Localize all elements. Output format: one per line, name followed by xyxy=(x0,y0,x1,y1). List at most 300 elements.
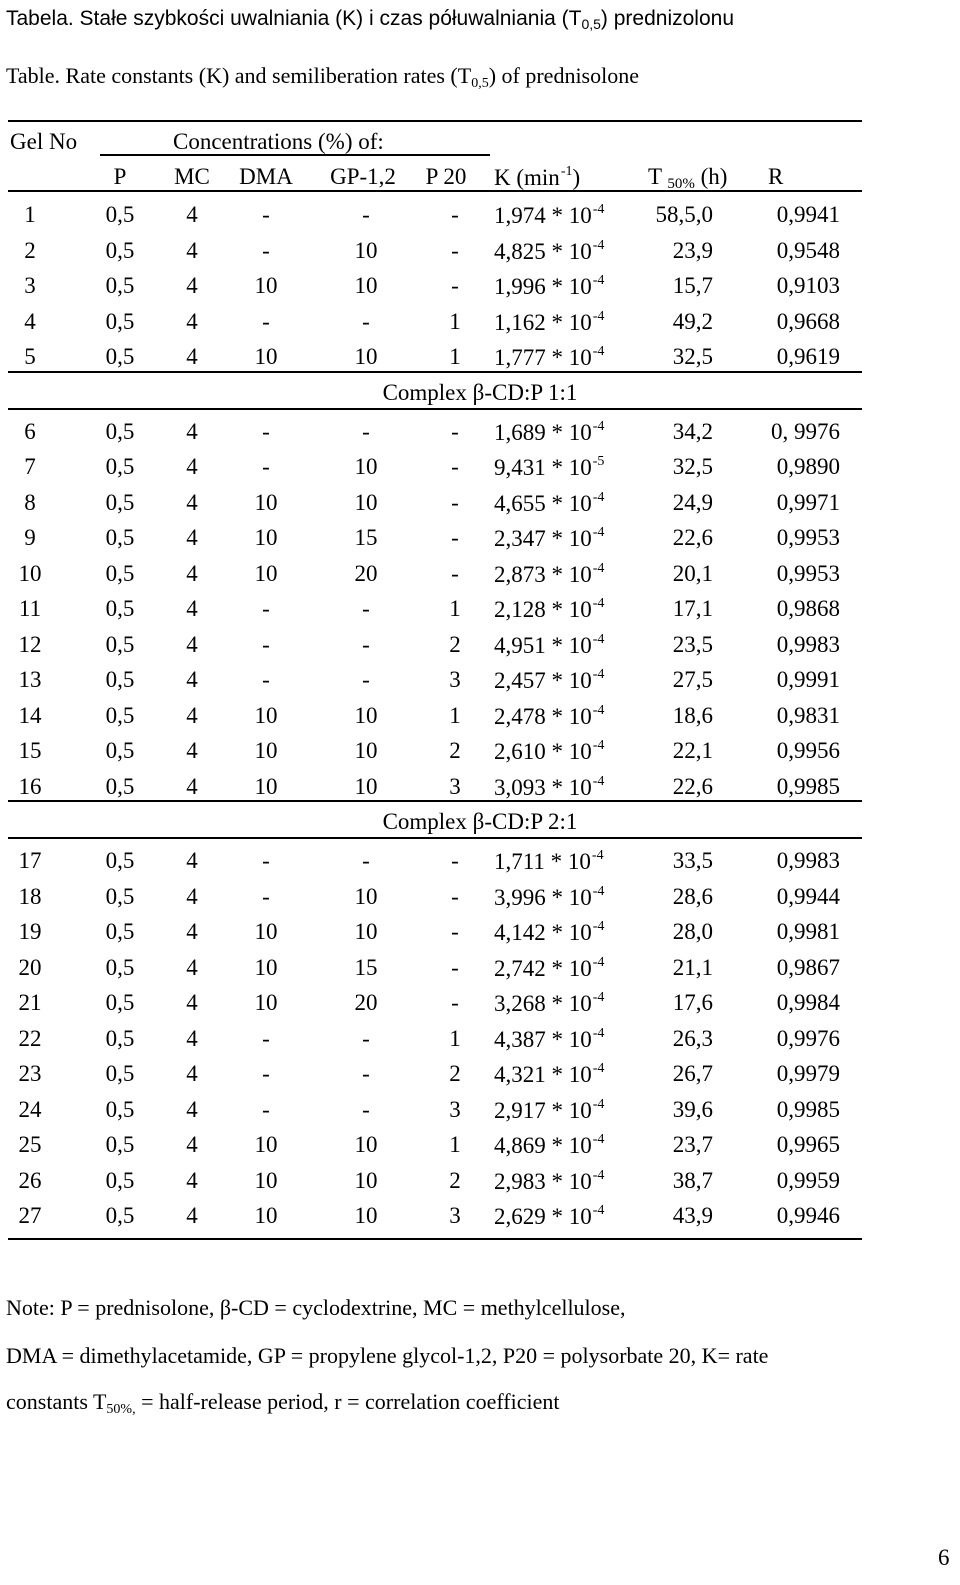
cell-mc: 4 xyxy=(186,418,198,444)
cell-no: 9 xyxy=(24,525,36,550)
cell-r: 0,9983 xyxy=(776,631,840,657)
cell-k-prefix: * 10 xyxy=(551,991,592,1016)
cell-t50: 15,7 xyxy=(672,273,713,298)
cell-mc: 4 xyxy=(186,1167,198,1193)
cell-k-exponent: -4 xyxy=(592,560,605,576)
cell-p20: 3 xyxy=(449,773,461,799)
cell-no: 26 xyxy=(18,1167,42,1193)
cell-p: 0,5 xyxy=(105,702,135,728)
cell-p: 0,5 xyxy=(105,667,135,692)
header-t50 xyxy=(648,165,727,192)
cell-dma: - xyxy=(262,418,270,444)
cell-k xyxy=(494,739,604,763)
cell-p: 0,5 xyxy=(105,454,135,479)
cell-p20: 1 xyxy=(449,1132,461,1157)
cell-t50: 22,1 xyxy=(672,738,713,763)
cell-no: 19 xyxy=(18,919,42,944)
cell-p20: - xyxy=(451,525,459,550)
cell-k-prefix: * 10 xyxy=(551,561,592,587)
cell-mc: 4 xyxy=(186,1025,198,1051)
table-top-rule xyxy=(8,120,862,122)
cell-no: 16 xyxy=(18,773,42,799)
cell-no: 15 xyxy=(18,738,42,763)
cell-k-mantissa: 4,825 xyxy=(494,238,546,264)
cell-k xyxy=(494,345,604,369)
cell-k xyxy=(494,775,604,799)
cell-dma: 10 xyxy=(254,525,278,550)
cell-p20: - xyxy=(451,883,459,909)
cell-gp: - xyxy=(362,1096,370,1122)
cell-k-exponent: -4 xyxy=(592,702,605,718)
cell-k-mantissa: 2,983 xyxy=(494,1168,546,1194)
cell-k xyxy=(494,1062,604,1086)
cell-k-mantissa: 3,268 xyxy=(494,991,546,1016)
cell-r: 0,9619 xyxy=(776,344,840,369)
cell-mc: 4 xyxy=(186,848,198,873)
cell-no: 27 xyxy=(18,1203,42,1228)
cell-k-prefix: * 10 xyxy=(551,309,592,335)
cell-mc: 4 xyxy=(186,919,198,944)
cell-mc: 4 xyxy=(186,489,198,515)
cell-gp: 20 xyxy=(354,560,378,586)
cell-p20: 3 xyxy=(449,667,461,692)
cell-k-exponent: -4 xyxy=(592,1203,605,1218)
header-t-label: T xyxy=(648,164,662,189)
cell-mc: 4 xyxy=(186,454,198,479)
cell-p: 0,5 xyxy=(105,273,135,298)
cell-gp: 10 xyxy=(354,454,378,479)
cell-t50: 43,9 xyxy=(672,1203,713,1228)
cell-k-prefix: * 10 xyxy=(551,739,592,764)
cell-k-prefix: * 10 xyxy=(551,419,592,445)
section-bottom-rule xyxy=(8,837,862,839)
cell-gp: - xyxy=(362,308,370,334)
cell-p: 0,5 xyxy=(105,990,135,1015)
cell-p: 0,5 xyxy=(105,202,135,227)
cell-no: 18 xyxy=(18,883,42,909)
cell-p: 0,5 xyxy=(105,954,135,980)
cell-p20: 1 xyxy=(449,1025,461,1051)
cell-gp: 10 xyxy=(354,883,378,909)
cell-gp: 10 xyxy=(354,237,378,263)
cell-dma: 10 xyxy=(254,990,278,1015)
cell-no: 14 xyxy=(18,702,42,728)
cell-p: 0,5 xyxy=(105,596,135,621)
cell-no: 8 xyxy=(24,489,36,515)
cell-p20: 1 xyxy=(449,308,461,334)
cell-k-mantissa: 4,655 xyxy=(494,490,546,516)
cell-gp: 10 xyxy=(354,919,378,944)
cell-k-prefix: * 10 xyxy=(551,703,592,729)
cell-no: 25 xyxy=(18,1132,42,1157)
note-line-3-b: = half-release period, r = correlation coefficient xyxy=(135,1389,560,1414)
cell-dma: 10 xyxy=(254,738,278,763)
cell-dma: - xyxy=(262,596,270,621)
cell-p20: - xyxy=(451,990,459,1015)
cell-k-mantissa: 2,873 xyxy=(494,561,546,587)
cell-dma: 10 xyxy=(254,702,278,728)
cell-k-mantissa: 4,321 xyxy=(494,1062,546,1087)
cell-dma: - xyxy=(262,1096,270,1122)
cell-gp: 15 xyxy=(354,954,378,980)
cell-no: 13 xyxy=(18,667,42,692)
cell-k-prefix: * 10 xyxy=(551,526,592,551)
cell-p: 0,5 xyxy=(105,344,135,369)
cell-p: 0,5 xyxy=(105,1061,135,1086)
cell-dma: 10 xyxy=(254,489,278,515)
cell-p20: - xyxy=(451,418,459,444)
caption-english xyxy=(6,65,639,91)
cell-p20: - xyxy=(451,848,459,873)
cell-dma: 10 xyxy=(254,560,278,586)
cell-k-mantissa: 2,610 xyxy=(494,739,546,764)
cell-gp: 15 xyxy=(354,525,378,550)
cell-k-exponent: -4 xyxy=(592,418,605,434)
cell-dma: - xyxy=(262,1061,270,1086)
cell-k-prefix: * 10 xyxy=(550,849,591,874)
cell-k xyxy=(494,885,604,909)
cell-gp: - xyxy=(362,418,370,444)
cell-t50: 32,5 xyxy=(672,344,713,369)
cell-no: 6 xyxy=(24,418,36,444)
cell-k-exponent: -4 xyxy=(592,202,605,217)
section-title: Complex β-CD:P 2:1 xyxy=(382,809,578,834)
section-top-rule xyxy=(8,371,862,373)
cell-p: 0,5 xyxy=(105,1096,135,1122)
cell-mc: 4 xyxy=(186,738,198,763)
cell-no: 23 xyxy=(18,1061,42,1086)
cell-k-prefix: * 10 xyxy=(551,774,592,800)
cell-p: 0,5 xyxy=(105,489,135,515)
cell-k-exponent: -4 xyxy=(592,1096,605,1112)
cell-k-prefix: * 10 xyxy=(551,632,592,658)
cell-mc: 4 xyxy=(186,308,198,334)
caption-english-tail: ) of prednisolone xyxy=(488,63,639,88)
cell-no: 3 xyxy=(24,273,36,298)
cell-no: 1 xyxy=(24,202,36,227)
cell-r: 0,9831 xyxy=(776,702,840,728)
cell-p: 0,5 xyxy=(105,1025,135,1051)
cell-k-mantissa: 2,457 xyxy=(494,668,546,693)
cell-mc: 4 xyxy=(186,1061,198,1086)
cell-k-exponent: -4 xyxy=(592,990,605,1005)
header-p: P xyxy=(113,164,127,189)
note-line-3-subscript: 50%, xyxy=(106,1402,136,1417)
cell-no: 10 xyxy=(18,560,42,586)
cell-p20: - xyxy=(451,489,459,515)
cell-k-exponent: -4 xyxy=(592,596,605,611)
cell-k-mantissa: 2,128 xyxy=(494,597,546,622)
cell-p20: - xyxy=(451,560,459,586)
cell-t50: 22,6 xyxy=(672,773,713,799)
cell-t50: 26,7 xyxy=(672,1061,713,1086)
cell-k-mantissa: 4,387 xyxy=(494,1026,546,1052)
cell-dma: 10 xyxy=(254,1167,278,1193)
cell-p20: - xyxy=(451,919,459,944)
cell-gp: 10 xyxy=(354,773,378,799)
cell-dma: 10 xyxy=(254,273,278,298)
cell-mc: 4 xyxy=(186,990,198,1015)
cell-dma: 10 xyxy=(254,954,278,980)
cell-r: 0,9890 xyxy=(776,454,840,479)
cell-t50: 32,5 xyxy=(672,454,713,479)
cell-t50: 28,0 xyxy=(672,919,713,944)
cell-k xyxy=(494,1098,604,1122)
cell-no: 4 xyxy=(24,308,36,334)
header-k-label: K (min xyxy=(494,165,560,190)
cell-t50: 17,6 xyxy=(672,990,713,1015)
cell-t50: 21,1 xyxy=(672,954,713,980)
cell-r: 0,9971 xyxy=(776,489,840,515)
cell-p20: - xyxy=(451,237,459,263)
cell-k-prefix: * 10 xyxy=(551,203,592,228)
caption-english-text: Table. Rate constants (K) and semiliberation rates (T xyxy=(6,63,472,88)
cell-k-mantissa: 2,478 xyxy=(494,703,546,729)
cell-k xyxy=(494,1133,604,1157)
cell-k-prefix: * 10 xyxy=(551,490,592,516)
cell-p20: 1 xyxy=(449,702,461,728)
cell-r: 0,9953 xyxy=(776,525,840,550)
cell-p: 0,5 xyxy=(105,560,135,586)
cell-t50: 33,5 xyxy=(672,848,713,873)
cell-t50: 20,1 xyxy=(672,560,713,586)
cell-mc: 4 xyxy=(186,1203,198,1228)
cell-gp: - xyxy=(362,202,370,227)
cell-r: 0,9976 xyxy=(776,1025,840,1051)
cell-no: 17 xyxy=(18,848,42,873)
cell-k-prefix: * 10 xyxy=(551,345,592,370)
cell-k xyxy=(494,849,604,873)
cell-mc: 4 xyxy=(186,1132,198,1157)
cell-gp: 10 xyxy=(354,344,378,369)
cell-gp: 10 xyxy=(354,273,378,298)
header-mc: MC xyxy=(174,164,210,189)
cell-gp: - xyxy=(362,667,370,692)
cell-k-prefix: * 10 xyxy=(551,884,592,910)
cell-r: 0,9985 xyxy=(776,1096,840,1122)
cell-mc: 4 xyxy=(186,273,198,298)
cell-dma: - xyxy=(262,848,270,873)
cell-k-mantissa: 1,974 xyxy=(494,203,546,228)
cell-p20: - xyxy=(451,273,459,298)
cell-r: 0,9981 xyxy=(776,919,840,944)
cell-k-exponent: -4 xyxy=(592,237,605,253)
cell-r: 0,9953 xyxy=(776,560,840,586)
cell-t50: 23,5 xyxy=(672,631,713,657)
cell-t50: 28,6 xyxy=(672,883,713,909)
cell-gp: 10 xyxy=(354,702,378,728)
cell-gp: 10 xyxy=(354,1132,378,1157)
cell-k xyxy=(494,1027,604,1051)
cell-k-mantissa: 1,777 xyxy=(494,345,546,370)
cell-k xyxy=(494,455,604,479)
cell-r: 0,9548 xyxy=(776,237,840,263)
cell-k xyxy=(494,526,604,550)
cell-mc: 4 xyxy=(186,702,198,728)
cell-dma: - xyxy=(262,237,270,263)
cell-p20: 3 xyxy=(449,1203,461,1228)
cell-k xyxy=(494,991,604,1015)
cell-k-prefix: * 10 xyxy=(551,920,592,945)
cell-k xyxy=(494,310,604,334)
cell-mc: 4 xyxy=(186,773,198,799)
cell-r: 0,9868 xyxy=(776,596,840,621)
cell-k-exponent: -5 xyxy=(592,454,605,469)
cell-p20: 1 xyxy=(449,344,461,369)
cell-t50: 17,1 xyxy=(672,596,713,621)
cell-k xyxy=(494,633,604,657)
header-concentrations: Concentrations (%) of: xyxy=(173,129,384,154)
cell-dma: - xyxy=(262,1025,270,1051)
cell-p20: - xyxy=(451,954,459,980)
note-line-3 xyxy=(6,1391,559,1417)
cell-k-exponent: -4 xyxy=(592,1167,605,1183)
cell-k-prefix: * 10 xyxy=(551,1168,592,1194)
cell-r: 0,9985 xyxy=(776,773,840,799)
cell-k-exponent: -4 xyxy=(592,631,605,647)
cell-no: 21 xyxy=(18,990,42,1015)
cell-p20: 2 xyxy=(449,631,461,657)
cell-p20: 2 xyxy=(449,1061,461,1086)
cell-p: 0,5 xyxy=(105,418,135,444)
cell-p: 0,5 xyxy=(105,1132,135,1157)
cell-k-exponent: -4 xyxy=(592,773,605,789)
cell-k xyxy=(494,704,604,728)
cell-k-exponent: -4 xyxy=(592,525,605,540)
caption-polish-tail: ) prednizolonu xyxy=(600,7,735,30)
cell-r: 0,9103 xyxy=(776,273,840,298)
cell-dma: 10 xyxy=(254,1132,278,1157)
header-t-unit: (h) xyxy=(700,164,728,189)
cell-k-mantissa: 2,347 xyxy=(494,526,546,551)
table-bottom-rule xyxy=(8,1238,862,1240)
cell-p: 0,5 xyxy=(105,919,135,944)
cell-gp: - xyxy=(362,848,370,873)
cell-r: 0,9946 xyxy=(776,1203,840,1228)
cell-k-prefix: * 10 xyxy=(551,668,592,693)
cell-gp: - xyxy=(362,596,370,621)
cell-no: 11 xyxy=(18,596,42,621)
cell-t50: 58,5,0 xyxy=(655,202,713,227)
cell-k-mantissa: 2,629 xyxy=(494,1204,546,1229)
cell-r: 0, 9976 xyxy=(771,418,840,444)
cell-k-exponent: -4 xyxy=(592,738,605,753)
cell-k xyxy=(494,239,604,263)
cell-k xyxy=(494,597,604,621)
cell-gp: 10 xyxy=(354,489,378,515)
cell-gp: - xyxy=(362,1025,370,1051)
cell-t50: 39,6 xyxy=(672,1096,713,1122)
cell-no: 20 xyxy=(18,954,42,980)
cell-mc: 4 xyxy=(186,631,198,657)
cell-t50: 38,7 xyxy=(672,1167,713,1193)
cell-dma: 10 xyxy=(254,344,278,369)
cell-mc: 4 xyxy=(186,954,198,980)
cell-gp: - xyxy=(362,631,370,657)
cell-mc: 4 xyxy=(186,560,198,586)
cell-no: 2 xyxy=(24,237,36,263)
header-k-close: ) xyxy=(572,165,581,190)
cell-k xyxy=(494,1204,604,1228)
cell-t50: 23,7 xyxy=(672,1132,713,1157)
cell-k-prefix: * 10 xyxy=(551,1026,592,1052)
cell-dma: - xyxy=(262,454,270,479)
cell-k-exponent: -4 xyxy=(591,848,604,863)
cell-k xyxy=(494,274,604,298)
cell-k-exponent: -4 xyxy=(592,489,605,505)
cell-mc: 4 xyxy=(186,237,198,263)
header-t-subscript: 50% xyxy=(667,176,695,192)
cell-p: 0,5 xyxy=(105,738,135,763)
caption-polish xyxy=(6,8,734,31)
note-line-1: Note: P = prednisolone, β-CD = cyclodextrine, MC = methylcellulose, xyxy=(6,1295,626,1320)
cell-p20: - xyxy=(451,454,459,479)
cell-p: 0,5 xyxy=(105,848,135,873)
note-line-2: DMA = dimethylacetamide, GP = propylene glycol-1,2, P20 = polysorbate 20, K= rate xyxy=(6,1343,769,1368)
cell-gp: - xyxy=(362,1061,370,1086)
cell-p: 0,5 xyxy=(105,308,135,334)
cell-mc: 4 xyxy=(186,344,198,369)
cell-dma: 10 xyxy=(254,773,278,799)
cell-p20: - xyxy=(451,202,459,227)
cell-mc: 4 xyxy=(186,596,198,621)
cell-mc: 4 xyxy=(186,202,198,227)
header-k-superscript: -1 xyxy=(560,164,573,179)
cell-k-prefix: * 10 xyxy=(551,597,592,622)
cell-dma: - xyxy=(262,631,270,657)
cell-dma: - xyxy=(262,202,270,227)
caption-polish-subscript: 0,5 xyxy=(581,16,601,32)
cell-p20: 1 xyxy=(449,596,461,621)
cell-t50: 24,9 xyxy=(672,489,713,515)
cell-p: 0,5 xyxy=(105,883,135,909)
cell-r: 0,9991 xyxy=(776,667,840,692)
cell-gp: 10 xyxy=(354,1203,378,1228)
cell-k-exponent: -4 xyxy=(592,919,605,934)
cell-p: 0,5 xyxy=(105,237,135,263)
cell-k-prefix: * 10 xyxy=(551,274,592,299)
cell-k-mantissa: 4,142 xyxy=(494,920,546,945)
section-bottom-rule xyxy=(8,408,862,410)
cell-k-exponent: -4 xyxy=(592,1132,605,1147)
cell-r: 0,9668 xyxy=(776,308,840,334)
cell-no: 12 xyxy=(18,631,42,657)
cell-gp: 20 xyxy=(354,990,378,1015)
cell-p20: 2 xyxy=(449,738,461,763)
section-top-rule xyxy=(8,800,862,802)
cell-dma: - xyxy=(262,883,270,909)
header-gp: GP-1,2 xyxy=(330,164,396,189)
cell-gp: 10 xyxy=(354,738,378,763)
caption-polish-text: Tabela. Stałe szybkości uwalniania (K) i czas półuwalniania (T xyxy=(6,7,582,30)
cell-k-mantissa: 4,869 xyxy=(494,1133,546,1158)
cell-k-prefix: * 10 xyxy=(551,455,592,480)
cell-k xyxy=(494,668,604,692)
cell-k-exponent: -4 xyxy=(592,273,605,288)
cell-p: 0,5 xyxy=(105,631,135,657)
cell-r: 0,9965 xyxy=(776,1132,840,1157)
cell-r: 0,9983 xyxy=(776,848,840,873)
cell-dma: - xyxy=(262,667,270,692)
page-number: 6 xyxy=(938,1545,950,1570)
cell-t50: 34,2 xyxy=(672,418,713,444)
cell-k xyxy=(494,203,604,227)
cell-gp: 10 xyxy=(354,1167,378,1193)
cell-dma: - xyxy=(262,308,270,334)
cell-k-mantissa: 2,742 xyxy=(494,955,546,981)
note-line-3-a: constants T xyxy=(6,1389,107,1414)
cell-r: 0,9867 xyxy=(776,954,840,980)
